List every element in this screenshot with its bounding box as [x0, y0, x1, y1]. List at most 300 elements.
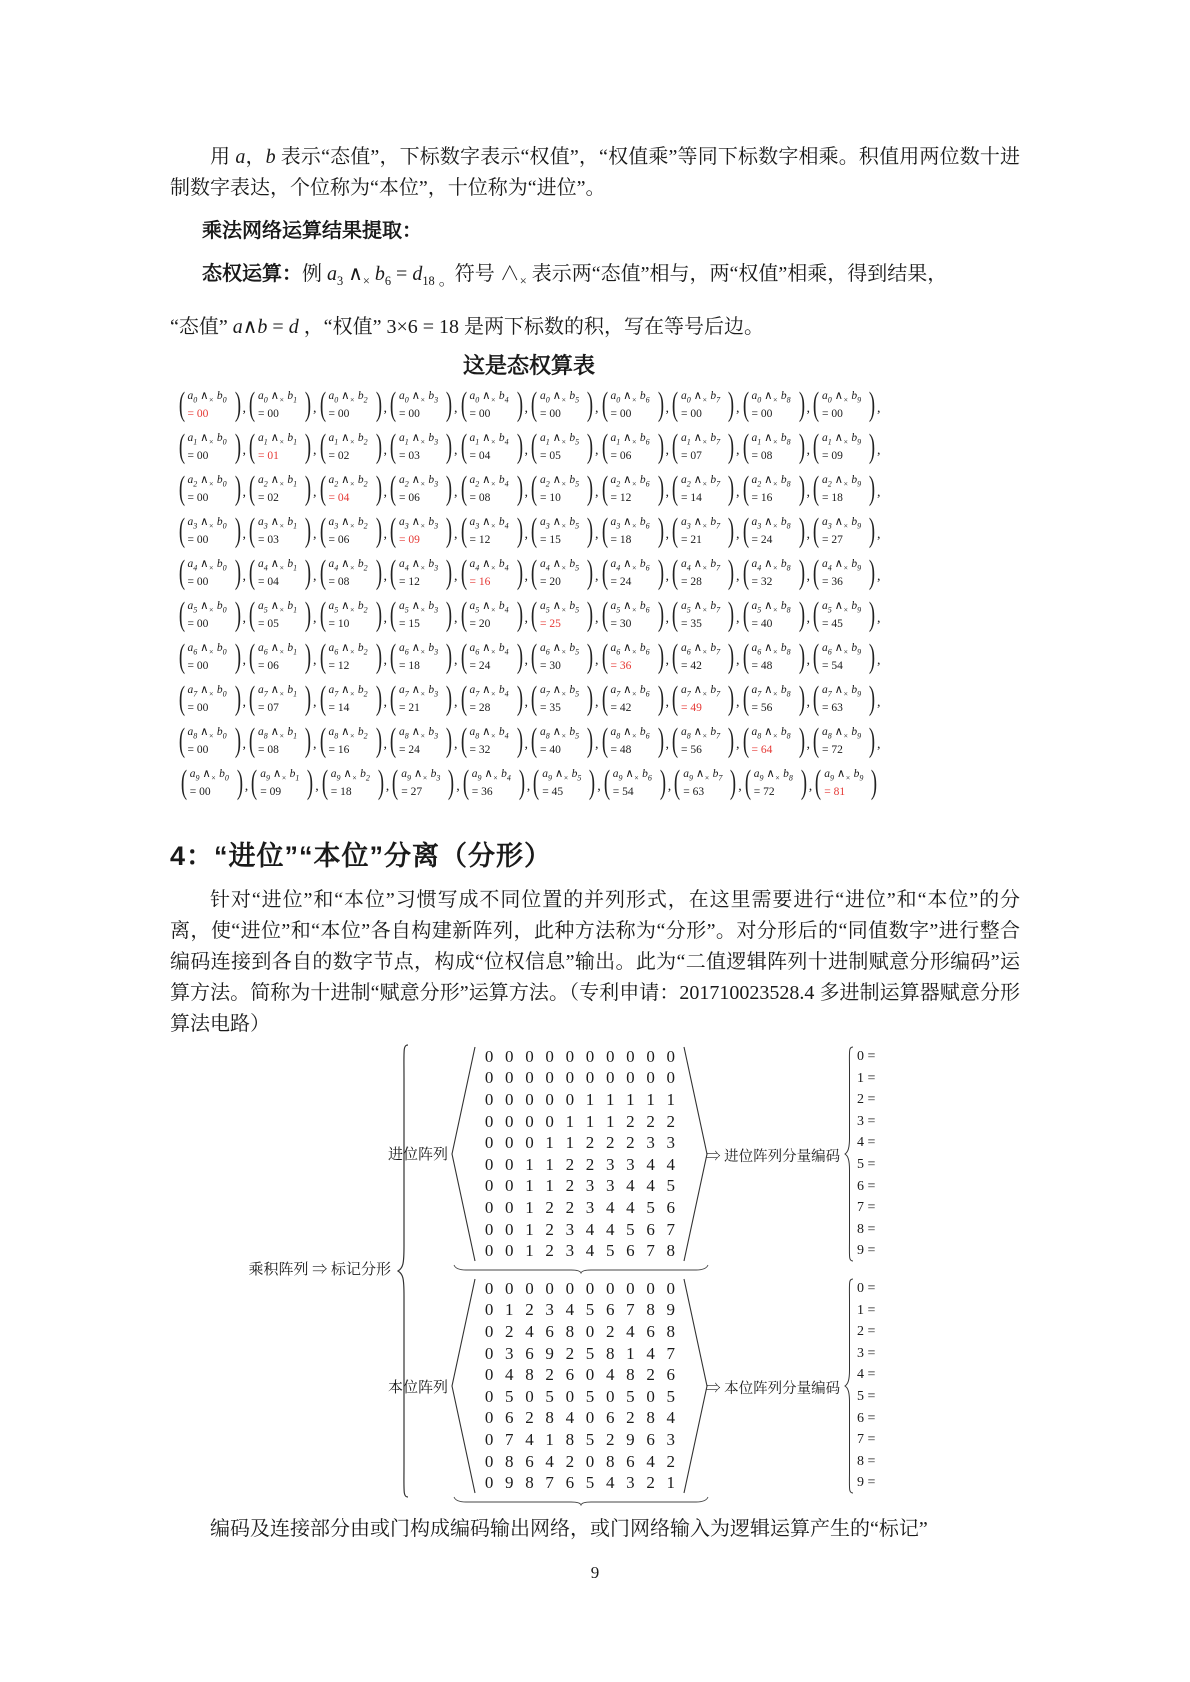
matrix-digit: 0: [626, 1046, 635, 1066]
matrix-digit: 4: [505, 1365, 514, 1385]
matrix-digit: 4: [605, 1473, 615, 1493]
matrix-digit: 0: [505, 1133, 514, 1153]
matrix-digit: 0: [484, 1300, 494, 1320]
matrix-digit: 5: [545, 1386, 554, 1406]
table-cell: ( $a_4$ $\wedge_\times$ $b_4$ = 16 ) ,: [460, 553, 528, 591]
section-heading: 4：“进位”“本位”分离（分形）: [170, 841, 553, 871]
matrix-digit: 1: [565, 1133, 575, 1153]
matrix-digit: 8: [565, 1429, 575, 1449]
matrix-digit: 4: [626, 1321, 635, 1341]
matrix-digit: 3: [565, 1219, 575, 1239]
table-cell: ( $a_8$ $\wedge_\times$ $b_1$ = 08 ) ,: [248, 721, 317, 759]
table-cell: ( $a_1$ $\wedge_\times$ $b_4$ = 04 ) ,: [460, 427, 528, 465]
matrix-digit: 0: [525, 1278, 534, 1298]
matrix-digit: 5: [646, 1197, 655, 1217]
table-cell: ( $a_8$ $\wedge_\times$ $b_0$ = 00 ) ,: [178, 721, 246, 759]
code-item: 3 =: [857, 1345, 876, 1361]
table-cell: ( $a_3$ $\wedge_\times$ $b_5$ = 15 ) ,: [530, 511, 599, 549]
matrix-row: [479, 1321, 681, 1343]
matrix-digit: 2: [585, 1133, 595, 1153]
matrix-digit: 5: [626, 1386, 635, 1406]
table-cell: ( $a_8$ $\wedge_\times$ $b_5$ = 40 ) ,: [530, 721, 599, 759]
matrix-digit: 2: [626, 1408, 635, 1428]
matrix-digit: 1: [626, 1343, 635, 1363]
matrix-digit: 7: [545, 1473, 554, 1493]
matrix-digit: 0: [525, 1046, 534, 1066]
matrix-digit: 0: [646, 1046, 655, 1066]
matrix-digit: 0: [484, 1133, 494, 1153]
table-cell: ( $a_6$ $\wedge_\times$ $b_8$ = 48 ) ,: [742, 637, 810, 675]
matrix-digit: 4: [545, 1451, 554, 1471]
table-row: [104, 384, 954, 426]
code-item: 7 =: [857, 1200, 876, 1216]
unit-angle-bracket-left: [450, 1278, 476, 1494]
matrix-digit: 2: [585, 1154, 595, 1174]
matrix-digit: 0: [565, 1278, 575, 1298]
matrix-digit: 1: [545, 1176, 554, 1196]
matrix-digit: 0: [525, 1386, 534, 1406]
table-cell: ( $a_2$ $\wedge_\times$ $b_8$ = 16 ) ,: [742, 469, 810, 507]
matrix-digit: 5: [585, 1343, 595, 1363]
unit-arrow-label: ⇒ 本位阵列分量编码: [706, 1381, 841, 1397]
table-row: [104, 720, 954, 762]
matrix-row: [479, 1451, 681, 1473]
matrix-digit: 4: [565, 1408, 575, 1428]
matrix-digit: 3: [505, 1343, 514, 1363]
matrix-digit: 8: [646, 1300, 655, 1320]
table-row: [104, 594, 954, 636]
table-cell: ( $a_5$ $\wedge_\times$ $b_1$ = 05 ) ,: [248, 595, 317, 633]
matrix-digit: 4: [626, 1176, 635, 1196]
table-cell: ( $a_3$ $\wedge_\times$ $b_7$ = 21 ) ,: [671, 511, 740, 549]
matrix-digit: 0: [484, 1154, 494, 1174]
matrix-digit: 0: [484, 1408, 494, 1428]
matrix-digit: 1: [666, 1089, 676, 1109]
matrix-digit: 8: [605, 1343, 615, 1363]
table-cell: ( $a_4$ $\wedge_\times$ $b_1$ = 04 ) ,: [248, 553, 317, 591]
matrix-digit: 1: [585, 1089, 595, 1109]
table-cell: ( $a_7$ $\wedge_\times$ $b_1$ = 07 ) ,: [248, 679, 317, 717]
carry-arrow-label: ⇒ 进位阵列分量编码: [706, 1149, 841, 1165]
table-cell: ( $a_0$ $\wedge_\times$ $b_4$ = 00 ) ,: [460, 385, 528, 423]
matrix-digit: 6: [545, 1321, 554, 1341]
matrix-digit: 0: [525, 1133, 534, 1153]
matrix-digit: 7: [666, 1219, 676, 1239]
table-cell: ( $a_0$ $\wedge_\times$ $b_5$ = 00 ) ,: [530, 385, 599, 423]
matrix-digit: 1: [666, 1473, 676, 1493]
matrix-digit: 0: [585, 1068, 595, 1088]
matrix-digit: 0: [666, 1046, 676, 1066]
table-cell: ( $a_1$ $\wedge_\times$ $b_9$ = 09 ) ,: [812, 427, 881, 465]
matrix-digit: 0: [505, 1111, 514, 1131]
matrix-digit: 0: [545, 1046, 554, 1066]
matrix-row: [479, 1046, 681, 1068]
matrix-digit: 3: [626, 1473, 635, 1493]
matrix-digit: 0: [666, 1068, 676, 1088]
matrix-digit: 0: [565, 1068, 575, 1088]
extract-heading: 乘法网络运算结果提取：: [202, 220, 422, 242]
matrix-digit: 2: [545, 1197, 554, 1217]
unit-codes-brace: [843, 1278, 854, 1494]
matrix-row: [479, 1068, 681, 1090]
code-item: 5 =: [857, 1388, 876, 1404]
table-cell: ( $a_7$ $\wedge_\times$ $b_7$ = 49 ) ,: [671, 679, 740, 717]
matrix-digit: 4: [605, 1197, 615, 1217]
matrix-digit: 0: [505, 1089, 514, 1109]
matrix-digit: 1: [525, 1241, 534, 1261]
table-cell: ( $a_8$ $\wedge_\times$ $b_3$ = 24 ) ,: [389, 721, 458, 759]
matrix-digit: 0: [484, 1111, 494, 1131]
table-cell: ( $a_6$ $\wedge_\times$ $b_7$ = 42 ) ,: [671, 637, 740, 675]
table-cell: ( $a_6$ $\wedge_\times$ $b_5$ = 30 ) ,: [530, 637, 599, 675]
code-item: 8 =: [857, 1453, 876, 1469]
matrix-digit: 0: [565, 1386, 575, 1406]
matrix-digit: 2: [666, 1111, 676, 1131]
table-cell: ( $a_3$ $\wedge_\times$ $b_9$ = 27 ) ,: [812, 511, 881, 549]
fractal-diagram: [0, 1040, 1190, 1510]
table-row: [104, 678, 954, 720]
matrix-digit: 2: [505, 1321, 514, 1341]
table-row: [104, 552, 954, 594]
table-cell: ( $a_7$ $\wedge_\times$ $b_4$ = 28 ) ,: [460, 679, 528, 717]
carry-angle-bracket-left: [450, 1046, 476, 1262]
matrix-digit: 4: [605, 1219, 615, 1239]
matrix-digit: 1: [646, 1089, 655, 1109]
table-cell: ( $a_9$ $\wedge_\times$ $b_3$ = 27 ) ,: [392, 763, 460, 801]
matrix-digit: 7: [666, 1343, 676, 1363]
matrix-digit: 0: [505, 1219, 514, 1239]
matrix-digit: 4: [646, 1451, 655, 1471]
code-item: 7 =: [857, 1432, 876, 1448]
code-item: 0 =: [857, 1049, 876, 1064]
matrix-digit: 2: [565, 1451, 575, 1471]
matrix-digit: 3: [565, 1241, 575, 1261]
matrix-digit: 2: [545, 1241, 554, 1261]
matrix-digit: 0: [585, 1278, 595, 1298]
matrix-digit: 1: [525, 1176, 534, 1196]
matrix-digit: 4: [646, 1176, 655, 1196]
carry-codes-list: [857, 1046, 875, 1262]
intro-paragraph: 用 a，b 表示“态值”，下标数字表示“权值”，“权值乘”等同下标数字相乘。积值用两位数十进制数字表达，个位称为“本位”，十位称为“进位”。: [170, 146, 1021, 199]
matrix-digit: 2: [605, 1133, 615, 1153]
table-cell: ( $a_1$ $\wedge_\times$ $b_1$ = 01 ) ,: [248, 427, 317, 465]
matrix-digit: 3: [646, 1133, 655, 1153]
table-cell: ( $a_6$ $\wedge_\times$ $b_6$ = 36 ) ,: [601, 637, 669, 675]
carry-underbrace: [452, 1264, 710, 1274]
matrix-digit: 1: [525, 1154, 534, 1174]
matrix-digit: 0: [525, 1068, 534, 1088]
table-cell: ( $a_0$ $\wedge_\times$ $b_7$ = 00 ) ,: [671, 385, 740, 423]
table-cell: ( $a_7$ $\wedge_\times$ $b_6$ = 42 ) ,: [601, 679, 669, 717]
matrix-digit: 2: [646, 1111, 655, 1131]
code-item: 6 =: [857, 1178, 876, 1194]
matrix-digit: 9: [626, 1429, 635, 1449]
matrix-digit: 5: [585, 1473, 595, 1493]
footer-paragraph: 编码及连接部分由或门构成编码输出网络，或门网络输入为逻辑运算产生的“标记”: [210, 1518, 928, 1540]
table-cell: ( $a_4$ $\wedge_\times$ $b_7$ = 28 ) ,: [671, 553, 740, 591]
matrix-digit: 0: [484, 1068, 494, 1088]
matrix-digit: 8: [565, 1321, 575, 1341]
matrix-digit: 2: [605, 1429, 615, 1449]
matrix-digit: 2: [565, 1343, 575, 1363]
matrix-digit: 0: [626, 1068, 635, 1088]
section-paragraph: 针对“进位”和“本位”习惯写成不同位置的并列形式，在这里需要进行“进位”和“本位”的分离，使“进位”和“本位”各自构建新阵列，此种方法称为“分形”。对分形后的“同值数字”进行整合编码连接到各自的数字节点，构成“位权信息”输出。此为“二值逻辑阵列十进制赋意分形编码”运算方法。简称为十进制“赋意分形”运算方法。（专利申请：201710023528.4 多进制运算器赋意分形算法电路）: [170, 889, 1020, 1035]
matrix-digit: 3: [585, 1176, 595, 1196]
matrix-digit: 5: [626, 1219, 635, 1239]
table-cell: ( $a_5$ $\wedge_\times$ $b_6$ = 30 ) ,: [601, 595, 669, 633]
matrix-digit: 2: [525, 1300, 534, 1320]
matrix-digit: 0: [605, 1386, 615, 1406]
table-cell: ( $a_7$ $\wedge_\times$ $b_2$ = 14 ) ,: [319, 679, 387, 717]
matrix-digit: 1: [605, 1111, 615, 1131]
matrix-digit: 6: [646, 1429, 655, 1449]
matrix-digit: 6: [626, 1241, 635, 1261]
table-cell: ( $a_8$ $\wedge_\times$ $b_6$ = 48 ) ,: [601, 721, 669, 759]
table-cell: ( $a_5$ $\wedge_\times$ $b_3$ = 15 ) ,: [389, 595, 458, 633]
table-cell: ( $a_5$ $\wedge_\times$ $b_5$ = 25 ) ,: [530, 595, 599, 633]
table-cell: ( $a_0$ $\wedge_\times$ $b_0$ = 00 ) ,: [178, 385, 246, 423]
matrix-digit: 5: [605, 1241, 615, 1261]
code-item: 1 =: [857, 1070, 876, 1086]
table-cell: ( $a_2$ $\wedge_\times$ $b_7$ = 14 ) ,: [671, 469, 740, 507]
matrix-digit: 4: [626, 1197, 635, 1217]
matrix-digit: 6: [605, 1408, 615, 1428]
table-cell: ( $a_5$ $\wedge_\times$ $b_0$ = 00 ) ,: [178, 595, 246, 633]
table-cell: ( $a_2$ $\wedge_\times$ $b_2$ = 04 ) ,: [319, 469, 387, 507]
matrix-digit: 2: [605, 1321, 615, 1341]
matrix-digit: 0: [545, 1278, 554, 1298]
table-row: [104, 762, 954, 804]
matrix-digit: 0: [545, 1068, 554, 1088]
matrix-digit: 6: [646, 1219, 655, 1239]
table-cell: ( $a_9$ $\wedge_\times$ $b_8$ = 72 ) ,: [744, 763, 813, 801]
matrix-digit: 0: [605, 1278, 615, 1298]
matrix-digit: 5: [505, 1386, 514, 1406]
table-cell: ( $a_4$ $\wedge_\times$ $b_0$ = 00 ) ,: [178, 553, 246, 591]
matrix-digit: 4: [666, 1408, 676, 1428]
table-title: 这是态权算表: [462, 353, 595, 378]
code-item: 2 =: [857, 1324, 876, 1340]
matrix-digit: 0: [484, 1176, 494, 1196]
table-cell: ( $a_6$ $\wedge_\times$ $b_9$ = 54 ) ,: [812, 637, 881, 675]
matrix-digit: 4: [605, 1365, 615, 1385]
matrix-digit: 0: [646, 1068, 655, 1088]
table-cell: ( $a_8$ $\wedge_\times$ $b_9$ = 72 ) ,: [812, 721, 881, 759]
table-cell: ( $a_2$ $\wedge_\times$ $b_0$ = 00 ) ,: [178, 469, 246, 507]
matrix-digit: 0: [505, 1068, 514, 1088]
matrix-digit: 6: [666, 1365, 676, 1385]
matrix-row: [479, 1472, 681, 1494]
matrix-digit: 0: [484, 1343, 494, 1363]
matrix-digit: 2: [646, 1473, 655, 1493]
table-cell: ( $a_4$ $\wedge_\times$ $b_3$ = 12 ) ,: [389, 553, 458, 591]
matrix-row: [479, 1111, 681, 1133]
table-cell: ( $a_9$ $\wedge_\times$ $b_6$ = 54 ) ,: [603, 763, 672, 801]
matrix-digit: 9: [545, 1343, 554, 1363]
matrix-digit: 6: [565, 1473, 575, 1493]
matrix-digit: 0: [484, 1473, 494, 1493]
table-cell: ( $a_3$ $\wedge_\times$ $b_8$ = 24 ) ,: [742, 511, 810, 549]
matrix-row: [479, 1176, 681, 1198]
matrix-digit: 9: [666, 1300, 676, 1320]
table-row: [104, 426, 954, 468]
matrix-digit: 0: [565, 1046, 575, 1066]
matrix-digit: 3: [585, 1197, 595, 1217]
matrix-digit: 2: [525, 1408, 534, 1428]
matrix-digit: 0: [484, 1197, 494, 1217]
matrix-digit: 1: [545, 1133, 554, 1153]
matrix-row: [479, 1089, 681, 1111]
table-cell: ( $a_8$ $\wedge_\times$ $b_4$ = 32 ) ,: [460, 721, 528, 759]
table-row: [104, 468, 954, 510]
table-cell: ( $a_3$ $\wedge_\times$ $b_0$ = 00 ) ,: [178, 511, 246, 549]
matrix-digit: 5: [585, 1386, 595, 1406]
table-cell: ( $a_0$ $\wedge_\times$ $b_3$ = 00 ) ,: [389, 385, 458, 423]
matrix-digit: 0: [585, 1451, 595, 1471]
table-cell: ( $a_0$ $\wedge_\times$ $b_9$ = 00 ) ,: [812, 385, 881, 423]
carry-matrix-label: 进位阵列: [387, 1147, 448, 1163]
table-cell: ( $a_2$ $\wedge_\times$ $b_4$ = 08 ) ,: [460, 469, 528, 507]
matrix-digit: 2: [626, 1133, 635, 1153]
taiquan-formula-line: 态权运算：例 $a_3$ $\wedge_\times$ $b_6 = d_{18}$ $_。$符号 $\wedge_\times$ 表示两“态值”相与，两“权值”相乘，得到结果，: [202, 263, 948, 289]
matrix-digit: 3: [605, 1176, 615, 1196]
matrix-digit: 5: [585, 1300, 595, 1320]
code-item: 4 =: [857, 1135, 876, 1151]
matrix-digit: 6: [646, 1321, 655, 1341]
code-item: 9 =: [857, 1475, 876, 1491]
matrix-digit: 4: [565, 1300, 575, 1320]
matrix-digit: 1: [525, 1219, 534, 1239]
matrix-digit: 0: [484, 1046, 494, 1066]
matrix-row: [479, 1154, 681, 1176]
table-cell: ( $a_1$ $\wedge_\times$ $b_3$ = 03 ) ,: [389, 427, 458, 465]
matrix-digit: 8: [545, 1408, 554, 1428]
matrix-digit: 0: [545, 1089, 554, 1109]
table-cell: ( $a_9$ $\wedge_\times$ $b_1$ = 09 ) ,: [251, 763, 319, 801]
matrix-row: [479, 1364, 681, 1386]
matrix-digit: 0: [505, 1176, 514, 1196]
table-cell: ( $a_9$ $\wedge_\times$ $b_4$ = 36 ) ,: [462, 763, 531, 801]
matrix-row: [479, 1300, 681, 1322]
unit-codes-list: [857, 1278, 875, 1494]
code-item: 3 =: [857, 1113, 876, 1129]
matrix-digit: 8: [666, 1321, 676, 1341]
matrix-digit: 2: [565, 1154, 575, 1174]
matrix-digit: 2: [565, 1197, 575, 1217]
matrix-digit: 2: [565, 1176, 575, 1196]
matrix-row: [479, 1219, 681, 1241]
table-cell: ( $a_7$ $\wedge_\times$ $b_9$ = 63 ) ,: [812, 679, 881, 717]
matrix-row: [479, 1278, 681, 1300]
matrix-digit: 2: [626, 1111, 635, 1131]
matrix-digit: 8: [605, 1451, 615, 1471]
table-cell: ( $a_7$ $\wedge_\times$ $b_3$ = 21 ) ,: [389, 679, 458, 717]
matrix-digit: 0: [605, 1046, 615, 1066]
matrix-digit: 8: [525, 1473, 534, 1493]
table-cell: ( $a_4$ $\wedge_\times$ $b_5$ = 20 ) ,: [530, 553, 599, 591]
matrix-digit: 0: [585, 1365, 595, 1385]
matrix-digit: 0: [626, 1278, 635, 1298]
matrix-digit: 2: [646, 1365, 655, 1385]
matrix-digit: 6: [525, 1451, 534, 1471]
code-item: 5 =: [857, 1156, 876, 1172]
matrix-digit: 5: [666, 1386, 676, 1406]
matrix-digit: 1: [605, 1089, 615, 1109]
table-cell: ( $a_1$ $\wedge_\times$ $b_2$ = 02 ) ,: [319, 427, 387, 465]
matrix-digit: 0: [505, 1197, 514, 1217]
matrix-row: [479, 1132, 681, 1154]
table-cell: ( $a_1$ $\wedge_\times$ $b_6$ = 06 ) ,: [601, 427, 669, 465]
table-cell: ( $a_2$ $\wedge_\times$ $b_3$ = 06 ) ,: [389, 469, 458, 507]
page-number: 9: [590, 1563, 600, 1582]
table-cell: ( $a_6$ $\wedge_\times$ $b_1$ = 06 ) ,: [248, 637, 317, 675]
matrix-digit: 0: [484, 1241, 494, 1261]
matrix-digit: 6: [666, 1197, 676, 1217]
table-cell: ( $a_2$ $\wedge_\times$ $b_1$ = 02 ) ,: [248, 469, 317, 507]
table-cell: ( $a_2$ $\wedge_\times$ $b_6$ = 12 ) ,: [601, 469, 669, 507]
table-cell: ( $a_5$ $\wedge_\times$ $b_9$ = 45 ) ,: [812, 595, 881, 633]
carry-codes-brace: [843, 1046, 854, 1262]
main-diagram-label: 乘积阵列 ⇒ 标记分形: [248, 1262, 391, 1278]
matrix-digit: 3: [666, 1133, 676, 1153]
matrix-digit: 0: [484, 1219, 494, 1239]
table-cell: ( $a_0$ $\wedge_\times$ $b_6$ = 00 ) ,: [601, 385, 669, 423]
unit-matrix: [479, 1278, 681, 1494]
matrix-digit: 7: [626, 1300, 635, 1320]
matrix-digit: 0: [646, 1278, 655, 1298]
matrix-digit: 6: [505, 1408, 514, 1428]
matrix-digit: 1: [505, 1300, 514, 1320]
table-cell: ( $a_3$ $\wedge_\times$ $b_1$ = 03 ) ,: [248, 511, 317, 549]
matrix-digit: 0: [505, 1278, 514, 1298]
table-cell: ( $a_6$ $\wedge_\times$ $b_4$ = 24 ) ,: [460, 637, 528, 675]
table-cell: ( $a_4$ $\wedge_\times$ $b_9$ = 36 ) ,: [812, 553, 881, 591]
table-cell: ( $a_3$ $\wedge_\times$ $b_3$ = 09 ) ,: [389, 511, 458, 549]
matrix-digit: 0: [525, 1111, 534, 1131]
table-cell: ( $a_0$ $\wedge_\times$ $b_8$ = 00 ) ,: [742, 385, 810, 423]
value-weight-line: “态值” a∧b = d ，“权值” 3×6 = 18 是两下标数的积，写在等号后边。: [170, 316, 764, 338]
matrix-digit: 4: [525, 1321, 534, 1341]
table-cell: ( $a_7$ $\wedge_\times$ $b_0$ = 00 ) ,: [178, 679, 246, 717]
matrix-digit: 0: [545, 1111, 554, 1131]
matrix-row: [479, 1386, 681, 1408]
table-cell: ( $a_0$ $\wedge_\times$ $b_2$ = 00 ) ,: [319, 385, 387, 423]
matrix-digit: 6: [525, 1343, 534, 1363]
matrix-digit: 3: [666, 1429, 676, 1449]
matrix-digit: 0: [484, 1278, 494, 1298]
table-cell: ( $a_2$ $\wedge_\times$ $b_5$ = 10 ) ,: [530, 469, 599, 507]
matrix-digit: 1: [525, 1197, 534, 1217]
table-cell: ( $a_5$ $\wedge_\times$ $b_8$ = 40 ) ,: [742, 595, 810, 633]
table-cell: ( $a_7$ $\wedge_\times$ $b_5$ = 35 ) ,: [530, 679, 599, 717]
matrix-digit: 0: [484, 1365, 494, 1385]
code-item: 8 =: [857, 1221, 876, 1237]
matrix-digit: 0: [585, 1321, 595, 1341]
matrix-row: [479, 1240, 681, 1262]
matrix-digit: 0: [565, 1089, 575, 1109]
matrix-digit: 0: [646, 1386, 655, 1406]
matrix-digit: 4: [646, 1154, 655, 1174]
matrix-digit: 0: [585, 1046, 595, 1066]
matrix-digit: 8: [646, 1408, 655, 1428]
table-cell: ( $a_7$ $\wedge_\times$ $b_8$ = 56 ) ,: [742, 679, 810, 717]
table-cell: ( $a_4$ $\wedge_\times$ $b_2$ = 08 ) ,: [319, 553, 387, 591]
matrix-digit: 4: [585, 1219, 595, 1239]
table-cell: ( $a_5$ $\wedge_\times$ $b_7$ = 35 ) ,: [671, 595, 740, 633]
matrix-digit: 0: [484, 1429, 494, 1449]
table-cell: ( $a_6$ $\wedge_\times$ $b_0$ = 00 ) ,: [178, 637, 246, 675]
matrix-digit: 3: [626, 1154, 635, 1174]
